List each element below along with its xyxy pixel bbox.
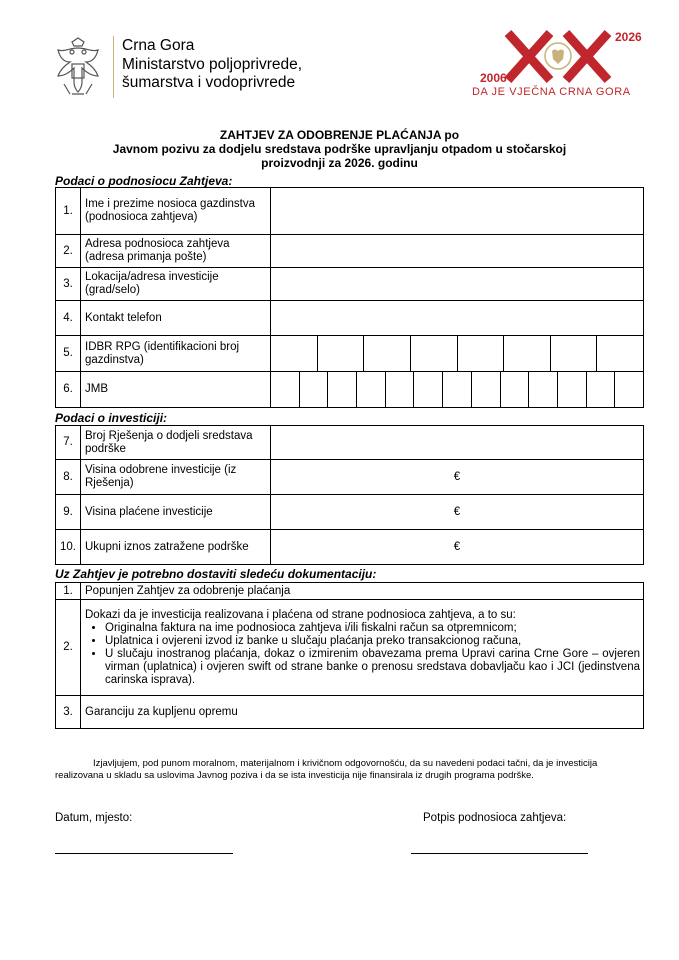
jmb-boxes	[271, 372, 644, 408]
table-row	[56, 460, 644, 495]
row-number: 2.	[56, 235, 81, 268]
row-label: Ime i prezime nosioca gazdinstva (podnosioca zahtjeva)	[81, 188, 271, 235]
investment-table	[55, 425, 644, 565]
logo-year-end: 2026	[615, 30, 642, 44]
row-number: 10.	[56, 530, 81, 565]
logo-tagline: DA JE VJEČNA CRNA GORA	[472, 86, 631, 98]
document-intro: Dokazi da je investicija realizovana i plaćena od strane podnosioca zahtjeva, a to su:	[85, 608, 516, 621]
jmb-digit-box[interactable]	[501, 372, 530, 407]
idbr-digit-box[interactable]	[551, 336, 598, 371]
jmb-digit-box[interactable]	[529, 372, 558, 407]
table-row	[56, 426, 644, 460]
table-row	[56, 372, 644, 408]
table-row	[56, 235, 644, 268]
jmb-digit-box[interactable]	[414, 372, 443, 407]
table-row	[56, 696, 644, 729]
idbr-digit-box[interactable]	[364, 336, 411, 371]
ministry-line-3: šumarstva i vodoprivrede	[122, 74, 296, 91]
row-label: IDBR RPG (identifikacioni broj gazdinstva)	[81, 336, 271, 372]
row-label: Lokacija/adresa investicije (grad/selo)	[81, 268, 271, 301]
title-line-3: proizvodnji za 2026. godinu	[261, 156, 418, 170]
title-line-2: Javnom pozivu za dodjelu sredstava podrške upravljanju otpadom u stočarskoj	[112, 142, 567, 156]
jmb-digit-box[interactable]	[300, 372, 329, 407]
document-title	[0, 128, 679, 170]
idbr-digit-box[interactable]	[458, 336, 505, 371]
jmb-digit-box[interactable]	[386, 372, 415, 407]
idbr-digit-box[interactable]	[411, 336, 458, 371]
jmb-digit-box[interactable]	[558, 372, 587, 407]
idbr-digit-box[interactable]	[318, 336, 365, 371]
jmb-digit-box[interactable]	[271, 372, 300, 407]
date-place-line[interactable]	[55, 853, 233, 854]
applicant-signature-label: Potpis podnosioca zahtjeva:	[423, 812, 567, 824]
logo-year-start: 2006	[480, 71, 507, 85]
jmb-digit-box[interactable]	[587, 372, 616, 407]
requested-support-input[interactable]: €	[271, 530, 644, 565]
row-number: 2.	[56, 600, 81, 696]
declaration-text: Izjavljujem, pod punom moralnom, materijalnom i krivičnom odgovornošću, da su navedeni podaci tačni, da je investicija realizovana u skladu sa uslovima Javnog poziva i da se ista investicija nije finansirala iz drugih programa podrške.	[55, 758, 598, 781]
row-label: Visina plaćene investicije	[81, 495, 271, 530]
idbr-digit-box[interactable]	[504, 336, 551, 371]
row-number: 1.	[56, 583, 81, 600]
row-label: JMB	[81, 372, 271, 408]
idbr-digit-box[interactable]	[597, 336, 643, 371]
document-item: Garanciju za kupljenu opremu	[81, 696, 644, 729]
header-divider	[113, 36, 114, 98]
decision-number-input[interactable]	[271, 426, 644, 460]
row-number: 3.	[56, 696, 81, 729]
table-row	[56, 188, 644, 235]
applicant-table	[55, 187, 644, 408]
row-label: Ukupni iznos zatražene podrške	[81, 530, 271, 565]
jmb-digit-box[interactable]	[328, 372, 357, 407]
row-number: 8.	[56, 460, 81, 495]
table-row	[56, 583, 644, 600]
date-place-label: Datum, mjesto:	[55, 812, 133, 824]
title-line-1: ZAHTJEV ZA ODOBRENJE PLAĆANJA po	[219, 128, 460, 142]
signature-line[interactable]	[411, 853, 588, 854]
idbr-rpg-boxes	[271, 336, 644, 372]
table-row	[56, 268, 644, 301]
documents-table	[55, 582, 644, 729]
list-item: • Uplatnica i ovjereni izvod iz banke u slučaju plaćanja preko transakcionog računa,	[105, 635, 640, 648]
investment-location-input[interactable]	[271, 268, 644, 301]
approved-amount-input[interactable]: €	[271, 460, 644, 495]
row-label: Kontakt telefon	[81, 301, 271, 336]
table-row	[56, 495, 644, 530]
jmb-digit-box[interactable]	[357, 372, 386, 407]
ministry-name	[122, 37, 302, 93]
idbr-digit-box[interactable]	[271, 336, 318, 371]
row-number: 3.	[56, 268, 81, 301]
paid-amount-input[interactable]: €	[271, 495, 644, 530]
row-number: 4.	[56, 301, 81, 336]
row-label: Adresa podnosioca zahtjeva (adresa primanja pošte)	[81, 235, 271, 268]
ministry-line-1: Crna Gora	[122, 37, 195, 54]
row-number: 9.	[56, 495, 81, 530]
section-applicant-heading: Podaci o podnosiocu Zahtjeva:	[55, 174, 233, 188]
applicant-address-input[interactable]	[271, 235, 644, 268]
row-label: Broj Rješenja o dodjeli sredstava podrške	[81, 426, 271, 460]
contact-phone-input[interactable]	[271, 301, 644, 336]
row-number: 7.	[56, 426, 81, 460]
document-item	[81, 600, 644, 696]
row-label: Visina odobrene investicije (iz Rješenja)	[81, 460, 271, 495]
table-row	[56, 301, 644, 336]
document-bullet-list	[85, 622, 640, 687]
list-item: • Originalna faktura na ime podnosioca zahtjeva i/ili fiskalni račun sa otpremnicom;	[105, 622, 640, 635]
section-documents-heading: Uz Zahtjev je potrebno dostaviti sledeću dokumentaciju:	[55, 567, 377, 581]
row-number: 6.	[56, 372, 81, 408]
section-investment-heading: Podaci o investiciji:	[55, 411, 168, 425]
row-number: 5.	[56, 336, 81, 372]
jmb-digit-box[interactable]	[615, 372, 643, 407]
table-row	[56, 530, 644, 565]
row-number: 1.	[56, 188, 81, 235]
table-row	[56, 336, 644, 372]
document-item: Popunjen Zahtjev za odobrenje plaćanja	[81, 583, 644, 600]
table-row	[56, 600, 644, 696]
applicant-name-input[interactable]	[271, 188, 644, 235]
list-item: • U slučaju inostranog plaćanja, dokaz o izmirenim obavezama prema Upravi carina Crne Gore – ovjeren virman (uplatnica) i ovjeren swift od strane banke o prenosu sredstava dobavljaču kao i JCI (jedinstvena carinska isprava).	[105, 648, 640, 687]
jmb-digit-box[interactable]	[443, 372, 472, 407]
ministry-line-2: Ministarstvo poljoprivrede,	[122, 55, 303, 73]
jmb-digit-box[interactable]	[472, 372, 501, 407]
coat-of-arms-icon	[52, 36, 104, 98]
